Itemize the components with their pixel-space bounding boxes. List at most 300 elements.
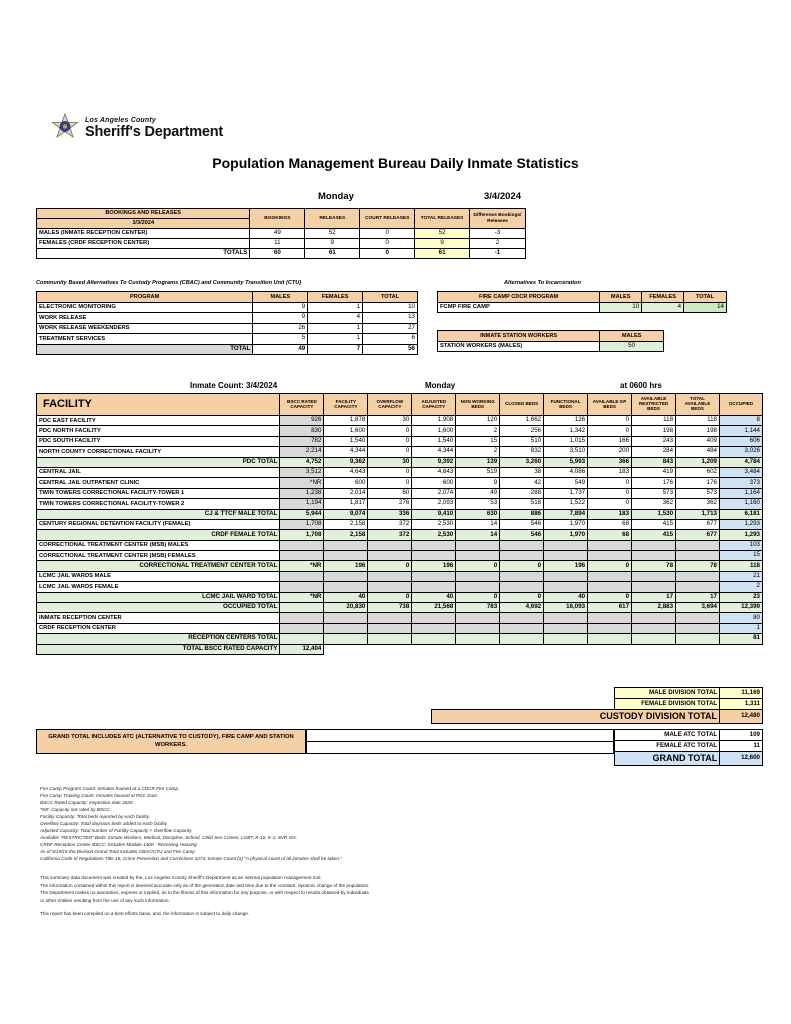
- table-row: [615, 699, 763, 710]
- cell: 1,238: [280, 488, 324, 498]
- facility-name: CJ & TTCF MALE TOTAL: [37, 509, 280, 519]
- division-totals-table: [614, 687, 763, 710]
- cell: 81: [719, 634, 762, 644]
- cell: [544, 634, 588, 644]
- cell: 1,970: [544, 530, 588, 540]
- cell: 1,209: [676, 457, 720, 467]
- disclaimer-line: or other entities resulting from the use of any such information.: [40, 897, 170, 903]
- table-row: [37, 551, 763, 561]
- facility-name: NORTH COUNTY CORRECTIONAL FACILITY: [37, 447, 280, 457]
- facility-name: CORRECTIONAL TREATMENT CENTER TOTAL: [37, 561, 280, 571]
- cell: [324, 623, 368, 633]
- cell: [280, 603, 324, 613]
- cell: [500, 540, 544, 550]
- table-row: [37, 509, 763, 519]
- cell: [456, 613, 500, 623]
- cell: 80: [719, 613, 762, 623]
- cell: 0: [368, 467, 412, 477]
- facility-name: CENTRAL JAIL: [37, 467, 280, 477]
- disclaimer-line: This summary data document was created by the, Los Angeles County Sheriff's Department as an internal population management tool.: [40, 875, 322, 880]
- cell: 2,093: [412, 499, 456, 509]
- cell: [456, 623, 500, 633]
- cell: 60: [250, 249, 305, 259]
- table-row: [438, 302, 727, 313]
- cell: 1,530: [632, 509, 676, 519]
- cell: [676, 582, 720, 592]
- cell: [412, 582, 456, 592]
- cell: [280, 571, 324, 581]
- cell: 120: [456, 416, 500, 426]
- cell: 617: [588, 603, 632, 613]
- cell: [280, 613, 324, 623]
- cell: [632, 613, 676, 623]
- cell: [588, 551, 632, 561]
- cell: [324, 551, 368, 561]
- cell: 1,708: [280, 519, 324, 529]
- cell: 5,944: [280, 509, 324, 519]
- cell: [632, 551, 676, 561]
- cell: 40: [412, 592, 456, 602]
- cell: *NR: [280, 592, 324, 602]
- cell: 11: [250, 239, 305, 249]
- facility-name: CENTURY REGIONAL DETENTION FACILITY (FEMALE): [37, 519, 280, 529]
- cell: 3,512: [280, 467, 324, 477]
- logo-line-2: Sheriff's Department: [85, 123, 224, 140]
- cell: 600: [324, 478, 368, 488]
- footnote-line: Available "RESTRICTED" Beds: Inmate Workers, Medical, Discipline, School, Child Sex Crimes, LGBT, K-10, K-1, SVP, Etc.: [40, 835, 298, 841]
- cell: [632, 623, 676, 633]
- cell: 1,144: [719, 426, 762, 436]
- cell: 68: [588, 530, 632, 540]
- col-non-working-beds: NON WORKING BEDS: [456, 394, 500, 416]
- cell: [632, 582, 676, 592]
- cell: [588, 582, 632, 592]
- cbac-table: [36, 291, 418, 355]
- female-atc-total-label: FEMALE ATC TOTAL: [615, 741, 720, 752]
- table-row: [37, 436, 763, 446]
- cell: 14: [684, 302, 727, 313]
- cell: 415: [632, 519, 676, 529]
- cell: 2,530: [412, 530, 456, 540]
- cell: 196: [324, 561, 368, 571]
- cell: 9: [253, 302, 308, 313]
- facility-name: PDC NORTH FACILITY: [37, 426, 280, 436]
- col-males: MALES: [600, 292, 642, 303]
- cell: 0: [456, 592, 500, 602]
- custody-division-total-label: CUSTODY DIVISION TOTAL: [432, 710, 720, 724]
- cell: 17: [632, 592, 676, 602]
- cell: [412, 540, 456, 550]
- bscc-total-label: TOTAL BSCC RATED CAPACITY: [37, 644, 280, 654]
- cell: 4,643: [324, 467, 368, 477]
- col-males: MALES: [600, 331, 664, 342]
- cell: STATION WORKERS (MALES): [438, 341, 600, 352]
- cell: 4,643: [412, 467, 456, 477]
- table-row: [37, 582, 763, 592]
- male-division-total-label: MALE DIVISION TOTAL: [615, 688, 720, 699]
- table-row: [37, 447, 763, 457]
- footnote-line: Overflow Capacity: Total dayroom beds added to each facility.: [40, 821, 168, 827]
- table-row: [37, 323, 418, 334]
- cell: 17: [676, 592, 720, 602]
- cell: 38: [500, 467, 544, 477]
- table-row: [37, 540, 763, 550]
- table-row: [432, 710, 763, 724]
- table-row: [37, 334, 418, 345]
- cell: 1,817: [324, 499, 368, 509]
- cell: 56: [363, 344, 418, 355]
- cell: 196: [412, 561, 456, 571]
- row-males-label: MALES (INMATE RECEPTION CENTER): [37, 229, 250, 239]
- cell: 0: [360, 249, 415, 259]
- cell: [544, 623, 588, 633]
- cell: 1,293: [719, 519, 762, 529]
- cell: [412, 551, 456, 561]
- cell: [544, 540, 588, 550]
- facility-name: CRDF RECEPTION CENTER: [37, 623, 280, 633]
- cell: [280, 582, 324, 592]
- cell: [324, 613, 368, 623]
- cell: 26: [253, 323, 308, 334]
- bscc-total-value: 12,404: [280, 644, 324, 654]
- cell: 1,708: [280, 530, 324, 540]
- cell: 886: [500, 509, 544, 519]
- cell: 2,158: [324, 519, 368, 529]
- cell: 373: [719, 478, 762, 488]
- cell: 118: [632, 416, 676, 426]
- cell: [588, 634, 632, 644]
- facility-name: LCMC JAIL WARDS MALE: [37, 571, 280, 581]
- cell: 0: [368, 426, 412, 436]
- cell: [280, 540, 324, 550]
- cell: [588, 623, 632, 633]
- cell: WORK RELEASE WEEKENDERS: [37, 323, 253, 334]
- cell: [307, 742, 614, 754]
- fire-camp-table: [437, 291, 727, 313]
- cell: 2,530: [412, 519, 456, 529]
- cell: 1,737: [544, 488, 588, 498]
- cell: 1,164: [719, 488, 762, 498]
- facility-col-title: FACILITY: [37, 394, 280, 416]
- cell: 518: [500, 499, 544, 509]
- male-atc-total-label: MALE ATC TOTAL: [615, 730, 720, 741]
- cell: TREATMENT SERVICES: [37, 334, 253, 345]
- table-row: [37, 302, 418, 313]
- cell: 0: [588, 488, 632, 498]
- cell: [676, 634, 720, 644]
- cell: 9: [415, 239, 470, 249]
- cell: 10: [600, 302, 642, 313]
- cell: 843: [632, 457, 676, 467]
- cell: [456, 551, 500, 561]
- facility-name: CORRECTIONAL TREATMENT CENTER (MSB) FEMALES: [37, 551, 280, 561]
- col-available-gp-beds: AVAILABLE GP BEDS: [588, 394, 632, 416]
- cell: 415: [632, 530, 676, 540]
- table-row: [37, 239, 526, 249]
- bookings-title: BOOKINGS AND RELEASES: [37, 209, 250, 219]
- cell: 4: [308, 313, 363, 324]
- custody-division-total-table: [431, 709, 763, 724]
- cell: 4,344: [324, 447, 368, 457]
- cell: 573: [632, 488, 676, 498]
- bookings-subdate: 3/3/2024: [37, 219, 250, 229]
- inmate-count-day: Monday: [425, 381, 456, 390]
- cell: 362: [632, 499, 676, 509]
- footnote-line: Adjusted Capacity: Total number of Facility Capacity + Overflow Capacity: [40, 828, 192, 834]
- cell: 1,540: [412, 436, 456, 446]
- table-row: [37, 623, 763, 633]
- cell: 183: [588, 509, 632, 519]
- cell: 3,260: [500, 457, 544, 467]
- cell: 60: [368, 488, 412, 498]
- cell: 49: [250, 229, 305, 239]
- cell: 3,484: [719, 467, 762, 477]
- cell: 50: [600, 341, 664, 352]
- table-row: [37, 499, 763, 509]
- cell: 2,883: [632, 603, 676, 613]
- cell: 832: [500, 447, 544, 457]
- cell: 0: [500, 592, 544, 602]
- logo-line-1: Los Angeles County: [85, 116, 157, 124]
- grand-total-note-table: [36, 729, 306, 754]
- table-row: [37, 634, 763, 644]
- cbac-caption: Community Based Alternatives To Custody Programs (CBAC) and Community Transition Unit (CTU): [36, 280, 302, 286]
- cell: 15: [456, 436, 500, 446]
- cell: 0: [456, 561, 500, 571]
- facility-name: TWIN TOWERS CORRECTIONAL FACILITY-TOWER 2: [37, 499, 280, 509]
- cell: 602: [676, 467, 720, 477]
- cell: 15: [719, 551, 762, 561]
- cell: 52: [305, 229, 360, 239]
- facility-name: INMATE RECEPTION CENTER: [37, 613, 280, 623]
- footnote-line: CRDF Reception Center BSCC: Includes Module 1400 - Receiving Housing: [40, 842, 197, 848]
- facility-name: CENTRAL JAIL OUTPATIENT CLINIC: [37, 478, 280, 488]
- grand-total-table: [614, 729, 763, 766]
- cell: 0: [368, 478, 412, 488]
- table-row: [37, 426, 763, 436]
- facility-name: OCCUPIED TOTAL: [37, 603, 280, 613]
- cell: 1: [719, 623, 762, 633]
- cell: 1,713: [676, 509, 720, 519]
- cell: [412, 571, 456, 581]
- cell: 78: [676, 561, 720, 571]
- cell: 362: [676, 499, 720, 509]
- cell: [280, 551, 324, 561]
- facility-name: CORRECTIONAL TREATMENT CENTER (MSB) MALES: [37, 540, 280, 550]
- cell: [676, 551, 720, 561]
- cell: 9: [456, 478, 500, 488]
- cell: 2: [719, 582, 762, 592]
- col-court-releases: COURT RELEASES: [360, 209, 415, 229]
- cell: 256: [500, 426, 544, 436]
- row-females-label: FEMALES (CRDF RECEPTION CENTER): [37, 239, 250, 249]
- cell: [307, 730, 614, 742]
- cell: 630: [456, 509, 500, 519]
- cell: 1,600: [412, 426, 456, 436]
- facility-name: RECEPTION CENTERS TOTAL: [37, 634, 280, 644]
- cell: [544, 571, 588, 581]
- cell: 12,399: [719, 603, 762, 613]
- alternatives-caption: Alternatives To Incarceration: [504, 280, 581, 286]
- bookings-and-releases-table: [36, 208, 526, 259]
- cell: 1: [308, 323, 363, 334]
- cell: 9: [305, 239, 360, 249]
- cell: 0: [360, 239, 415, 249]
- cell: 30: [368, 416, 412, 426]
- cell: 196: [544, 561, 588, 571]
- table-row: [37, 571, 763, 581]
- custody-division-total-value: 12,480: [720, 710, 763, 724]
- cell: 7: [308, 344, 363, 355]
- col-occupied: OCCUPIED: [719, 394, 762, 416]
- inmate-count-label: Inmate Count: 3/4/2024: [190, 381, 278, 390]
- cell: 546: [500, 530, 544, 540]
- cell: [500, 582, 544, 592]
- female-atc-total-value: 11: [720, 741, 763, 752]
- cell: ELECTRONIC MONITORING: [37, 302, 253, 313]
- col-females: FEMALES: [308, 292, 363, 303]
- table-row: [37, 229, 526, 239]
- cell: 21,568: [412, 603, 456, 613]
- cell: 2,214: [280, 447, 324, 457]
- cell: 1,160: [719, 499, 762, 509]
- col-total-releases: TOTAL RELEASES: [415, 209, 470, 229]
- cell: 4,344: [412, 447, 456, 457]
- facility-name: PDC TOTAL: [37, 457, 280, 467]
- cell: 23: [719, 592, 762, 602]
- cell: [544, 551, 588, 561]
- cell: 13: [363, 313, 418, 324]
- cell: [280, 634, 324, 644]
- cell: 782: [280, 436, 324, 446]
- facility-name: LCMC JAIL WARDS FEMALE: [37, 582, 280, 592]
- cell: 3,694: [676, 603, 720, 613]
- cell: 40: [544, 592, 588, 602]
- cell: FCMP FIRE CAMP: [438, 302, 600, 313]
- col-facility-capacity: FACILITY CAPACITY: [324, 394, 368, 416]
- cell: 783: [456, 603, 500, 613]
- cell: 166: [588, 436, 632, 446]
- cell: [588, 613, 632, 623]
- cell: [632, 540, 676, 550]
- cell: 372: [368, 519, 412, 529]
- col-total: TOTAL: [363, 292, 418, 303]
- cell: [456, 540, 500, 550]
- cell: 284: [632, 447, 676, 457]
- cell: 1,015: [544, 436, 588, 446]
- cell: WORK RELEASE: [37, 313, 253, 324]
- cell: 2,074: [412, 488, 456, 498]
- cell: 0: [588, 426, 632, 436]
- table-row: [37, 561, 763, 571]
- cell: 1: [308, 334, 363, 345]
- col-bookings: BOOKINGS: [250, 209, 305, 229]
- grand-total-spacer-table: [306, 729, 614, 754]
- disclaimer-line: The Department makes no warranties, express or implied, as to the fitness of this information for any purpose, or with respect to results obtained by individuals: [40, 890, 369, 896]
- cell: 10: [363, 302, 418, 313]
- cell: 2: [456, 447, 500, 457]
- col-males: MALES: [253, 292, 308, 303]
- cell: *NR: [280, 478, 324, 488]
- cell: 176: [676, 478, 720, 488]
- cell: 366: [588, 457, 632, 467]
- female-division-total-label: FEMALE DIVISION TOTAL: [615, 699, 720, 710]
- cell: [632, 571, 676, 581]
- cell: 68: [588, 519, 632, 529]
- cell: 126: [544, 416, 588, 426]
- cell: [456, 634, 500, 644]
- cell: 27: [363, 323, 418, 334]
- cell: 4,784: [719, 457, 762, 467]
- cell: 52: [415, 229, 470, 239]
- table-row-bscc-total: [37, 644, 763, 654]
- footnote-line: Fire Camp Training Count: Inmates housed at PDC East.: [40, 793, 158, 799]
- cell: [324, 634, 368, 644]
- cell: 200: [588, 447, 632, 457]
- grand-total-note: GRAND TOTAL INCLUDES ATC (ALTERNATIVE TO CUSTODY), FIRE CAMP AND STATION WORKERS.: [37, 730, 306, 754]
- cell: [324, 582, 368, 592]
- cell: 677: [676, 530, 720, 540]
- table-row: [37, 613, 763, 623]
- facility-name: LCMC JAIL WARD TOTAL: [37, 592, 280, 602]
- sheriff-badge-icon: [50, 113, 80, 143]
- cell: 139: [456, 457, 500, 467]
- footnote-line: *NR: Capacity not rated by BSCC.: [40, 807, 112, 813]
- table-row: [37, 416, 763, 426]
- col-total-available-beds: TOTAL AVAILABLE BEDS: [676, 394, 720, 416]
- cell: 9,074: [324, 509, 368, 519]
- cell: 2,014: [324, 488, 368, 498]
- grand-total-label: GRAND TOTAL: [615, 752, 720, 766]
- table-row: [37, 313, 418, 324]
- cell: TOTAL: [37, 344, 253, 355]
- cell: [544, 582, 588, 592]
- cell: 4,752: [280, 457, 324, 467]
- cell: 830: [280, 426, 324, 436]
- cell: 8: [719, 416, 762, 426]
- cell: [588, 540, 632, 550]
- cell: 4,086: [544, 467, 588, 477]
- cell: 5,993: [544, 457, 588, 467]
- cell: 1: [308, 302, 363, 313]
- cell: 2,158: [324, 530, 368, 540]
- header-date: 3/4/2024: [484, 191, 521, 202]
- cell: 176: [632, 478, 676, 488]
- cell: 0: [588, 592, 632, 602]
- table-row: [615, 741, 763, 752]
- cell: [324, 540, 368, 550]
- cell: [368, 551, 412, 561]
- cell: 53: [456, 499, 500, 509]
- cell: 5: [253, 334, 308, 345]
- cell: [368, 571, 412, 581]
- col-fire-camp: FIRE CAMP CDCR PROGRAM: [438, 292, 600, 303]
- cell: 0: [368, 447, 412, 457]
- col-program: PROGRAM: [37, 292, 253, 303]
- cell: 0: [588, 478, 632, 488]
- cell: 1,522: [544, 499, 588, 509]
- col-bscc-rated-capacity: BSCC RATED CAPACITY: [280, 394, 324, 416]
- cell: [280, 623, 324, 633]
- table-row: [37, 467, 763, 477]
- cell: 372: [368, 530, 412, 540]
- cell: 103: [719, 540, 762, 550]
- cell: 1,293: [719, 530, 762, 540]
- col-closed-beds: CLOSED BEDS: [500, 394, 544, 416]
- cell: 0: [368, 592, 412, 602]
- cell: 0: [360, 229, 415, 239]
- table-row: [37, 519, 763, 529]
